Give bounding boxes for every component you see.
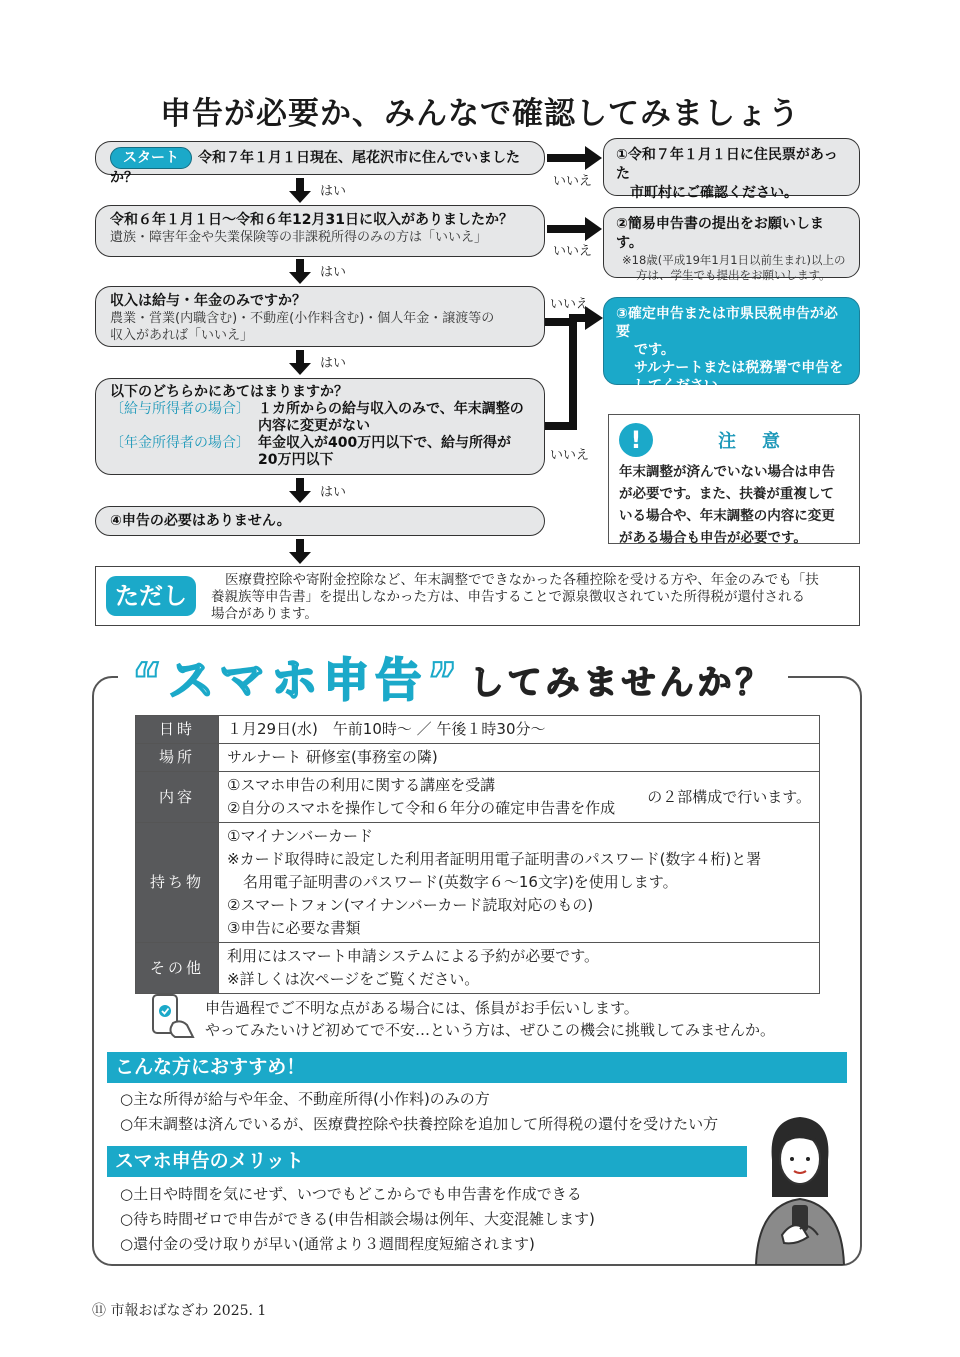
- headline-rest: してみませんか？: [469, 663, 774, 703]
- merit-item-1: ○土日や時間を気にせず、いつでもどこからでも申告書を作成できる: [120, 1185, 582, 1203]
- yes-label-3: はい: [320, 356, 347, 371]
- yes-label-1: はい: [320, 184, 347, 199]
- bring-header: 持ち物: [136, 823, 219, 943]
- recommend-item-2: ○年末調整は済んでいるが、医療費控除や扶養控除を追加して所得税の還付を受けたい方: [120, 1115, 719, 1133]
- answer-3-line-4: してください。: [634, 378, 732, 394]
- answer-1-box: [603, 138, 860, 201]
- content-header: 内容: [136, 772, 219, 823]
- answer-1-line-1: ①令和７年１月１日に住民票があった: [616, 147, 838, 182]
- down-arrow-2: [288, 259, 312, 285]
- caution-title: 注 意: [718, 431, 784, 452]
- merit-heading: スマホ申告のメリット: [107, 1146, 747, 1177]
- event-info-table: [135, 715, 820, 994]
- pension-case-text-2: 20万円以下: [258, 452, 334, 468]
- place-header: 場所: [136, 744, 219, 772]
- question-3-text: 収入は給与・年金のみですか？: [110, 293, 306, 309]
- caution-box: [608, 414, 860, 544]
- answer-3-line-1: ③確定申告または市県民税申告が必要: [616, 306, 838, 340]
- table-row: [136, 943, 820, 994]
- other-value: [219, 943, 820, 994]
- table-row: [136, 823, 820, 943]
- content-value: [219, 772, 820, 823]
- content-side-note: の２部構成で行います。: [647, 787, 811, 806]
- no-label-2: いいえ: [553, 244, 593, 259]
- answer-3-line-3: サルナートまたは税務署で申告を: [634, 360, 844, 376]
- down-arrow-5: [288, 539, 312, 565]
- start-badge: スタート: [110, 147, 192, 169]
- question-2-sub: 遺族・障害年金や失業保険等の非課税所得のみの方は「いいえ」: [110, 230, 488, 245]
- help-line-2: やってみたいけど初めてで不安…という方は、ぜひこの機会に挑戦してみませんか。: [205, 1021, 776, 1039]
- salary-case-text-2: 内容に変更がない: [258, 418, 370, 434]
- question-1-text: 令和７年１月１日現在、尾花沢市に住んでいましたか？: [110, 150, 520, 186]
- table-row: [136, 716, 820, 744]
- answer-1-line-2: 市町村にご確認ください。: [630, 185, 798, 201]
- page-title: 申告が必要か、みんなで確認してみましょう: [160, 96, 800, 132]
- question-4-text: 以下のどちらかにあてはまりますか？: [110, 384, 348, 400]
- answer-2-note-2: 方は、学生でも提出をお願いします。: [636, 268, 831, 282]
- question-2-text: 令和６年１月１日～令和６年12月31日に収入がありましたか？: [110, 212, 513, 228]
- merit-item-3: ○還付金の受け取りが早い(通常より３週間程度短縮されます): [120, 1235, 535, 1253]
- pension-case-label: 〔年金所得者の場合〕: [110, 435, 250, 451]
- recommend-heading: こんな方におすすめ！: [107, 1052, 847, 1083]
- bring-line-2: ※カード取得時に設定した利用者証明用電子証明書のパスワード(数字４桁)と署: [227, 850, 762, 868]
- no-label-1: いいえ: [553, 174, 593, 189]
- smartphone-headline: [118, 648, 788, 708]
- other-line-1: 利用にはスマート申請システムによる予約が必要です。: [227, 947, 600, 965]
- other-line-2: ※詳しくは次ページをご覧ください。: [227, 970, 480, 988]
- right-arrow-1: [547, 145, 603, 171]
- proviso-line-1: 医療費控除や寄附金控除など、年末調整でできなかった各種控除を受ける方や、年金のみでも「扶: [225, 572, 819, 588]
- no-label-3: いいえ: [550, 297, 590, 312]
- question-2-box: [95, 205, 545, 257]
- salary-case-text-1: １カ所からの給与収入のみで、年末調整の: [258, 401, 524, 417]
- answer-3-line-2: です。: [634, 342, 675, 358]
- table-row: [136, 744, 820, 772]
- proviso-badge: ただし: [106, 576, 196, 616]
- bring-line-4: ②スマートフォン(マイナンバーカード読取対応のもの): [227, 896, 594, 914]
- help-line-1: 申告過程でご不明な点がある場合には、係員がお手伝いします。: [205, 999, 639, 1017]
- content-line-2: ②自分のスマホを操作して令和６年分の確定申告書を作成: [227, 799, 616, 817]
- smartphone-hand-icon: [145, 993, 197, 1039]
- end-text: ④申告の必要はありません。: [110, 513, 291, 529]
- merit-item-2: ○待ち時間ゼロで申告ができる(申告相談会場は例年、大変混雑します): [120, 1210, 595, 1228]
- page-footer: ⑪ 市報おばなざわ 2025. 1: [92, 1303, 267, 1319]
- question-3-sub-1: 農業・営業(内職含む)・不動産(小作料含む)・個人年金・譲渡等の: [110, 311, 495, 326]
- exclamation-icon: !: [619, 423, 653, 457]
- proviso-box: [95, 566, 860, 626]
- no-label-4: いいえ: [550, 448, 590, 463]
- question-1-box: [95, 141, 545, 186]
- place-value: サルナート 研修室(事務室の隣): [219, 744, 820, 772]
- answer-2-line-1: ②簡易申告書の提出をお願いします。: [616, 216, 824, 251]
- yes-label-2: はい: [320, 265, 347, 280]
- answer-2-box: [603, 207, 860, 282]
- down-arrow-3: [288, 350, 312, 376]
- right-arrow-2: [547, 216, 603, 242]
- caution-line-3: いる場合や、年末調整の内容に変更: [619, 508, 835, 524]
- answer-3-box[interactable]: [603, 297, 860, 394]
- bring-line-3: 名用電子証明書のパスワード(英数字６～16文字)を使用します。: [243, 873, 678, 891]
- bring-line-5: ③申告に必要な書類: [227, 919, 361, 937]
- date-value: １月29日(水) 午前10時～ ／ 午後１時30分～: [219, 716, 820, 744]
- woman-with-phone-illustration: [752, 1105, 848, 1265]
- answer-2-note-1: ※18歳(平成19年1月1日以前生まれ)以上の: [622, 253, 846, 267]
- question-3-box: [95, 286, 545, 347]
- pension-case-text-1: 年金収入が400万円以下で、給与所得が: [258, 435, 511, 451]
- content-line-1: ①スマホ申告の利用に関する講座を受講: [227, 776, 496, 794]
- end-box: [95, 506, 545, 536]
- proviso-line-2: 養親族等申告書」を提出しなかった方は、申告することで源泉徴収されていた所得税が還付される: [211, 589, 805, 605]
- down-arrow-4: [288, 478, 312, 504]
- caution-line-4: がある場合も申告が必要です。: [619, 530, 807, 546]
- recommend-item-1: ○主な所得が給与や年金、不動産所得(小作料)のみの方: [120, 1090, 490, 1108]
- caution-line-2: が必要です。また、扶養が重複して: [619, 486, 834, 502]
- salary-case-label: 〔給与所得者の場合〕: [110, 401, 250, 417]
- caution-line-1: 年末調整が済んでいない場合は申告: [619, 464, 835, 480]
- proviso-line-3: 場合があります。: [211, 606, 318, 622]
- headline-main: “スマホ申告”: [132, 653, 464, 707]
- table-row: [136, 772, 820, 823]
- question-3-sub-2: 収入があれば「いいえ」: [110, 328, 254, 343]
- bracket-connector: [545, 300, 605, 440]
- down-arrow-1: [288, 178, 312, 204]
- question-4-box: [95, 378, 545, 475]
- bring-line-1: ①マイナンバーカード: [227, 827, 374, 845]
- other-header: その他: [136, 943, 219, 994]
- yes-label-4: はい: [320, 485, 347, 500]
- date-header: 日時: [136, 716, 219, 744]
- bring-value: [219, 823, 820, 943]
